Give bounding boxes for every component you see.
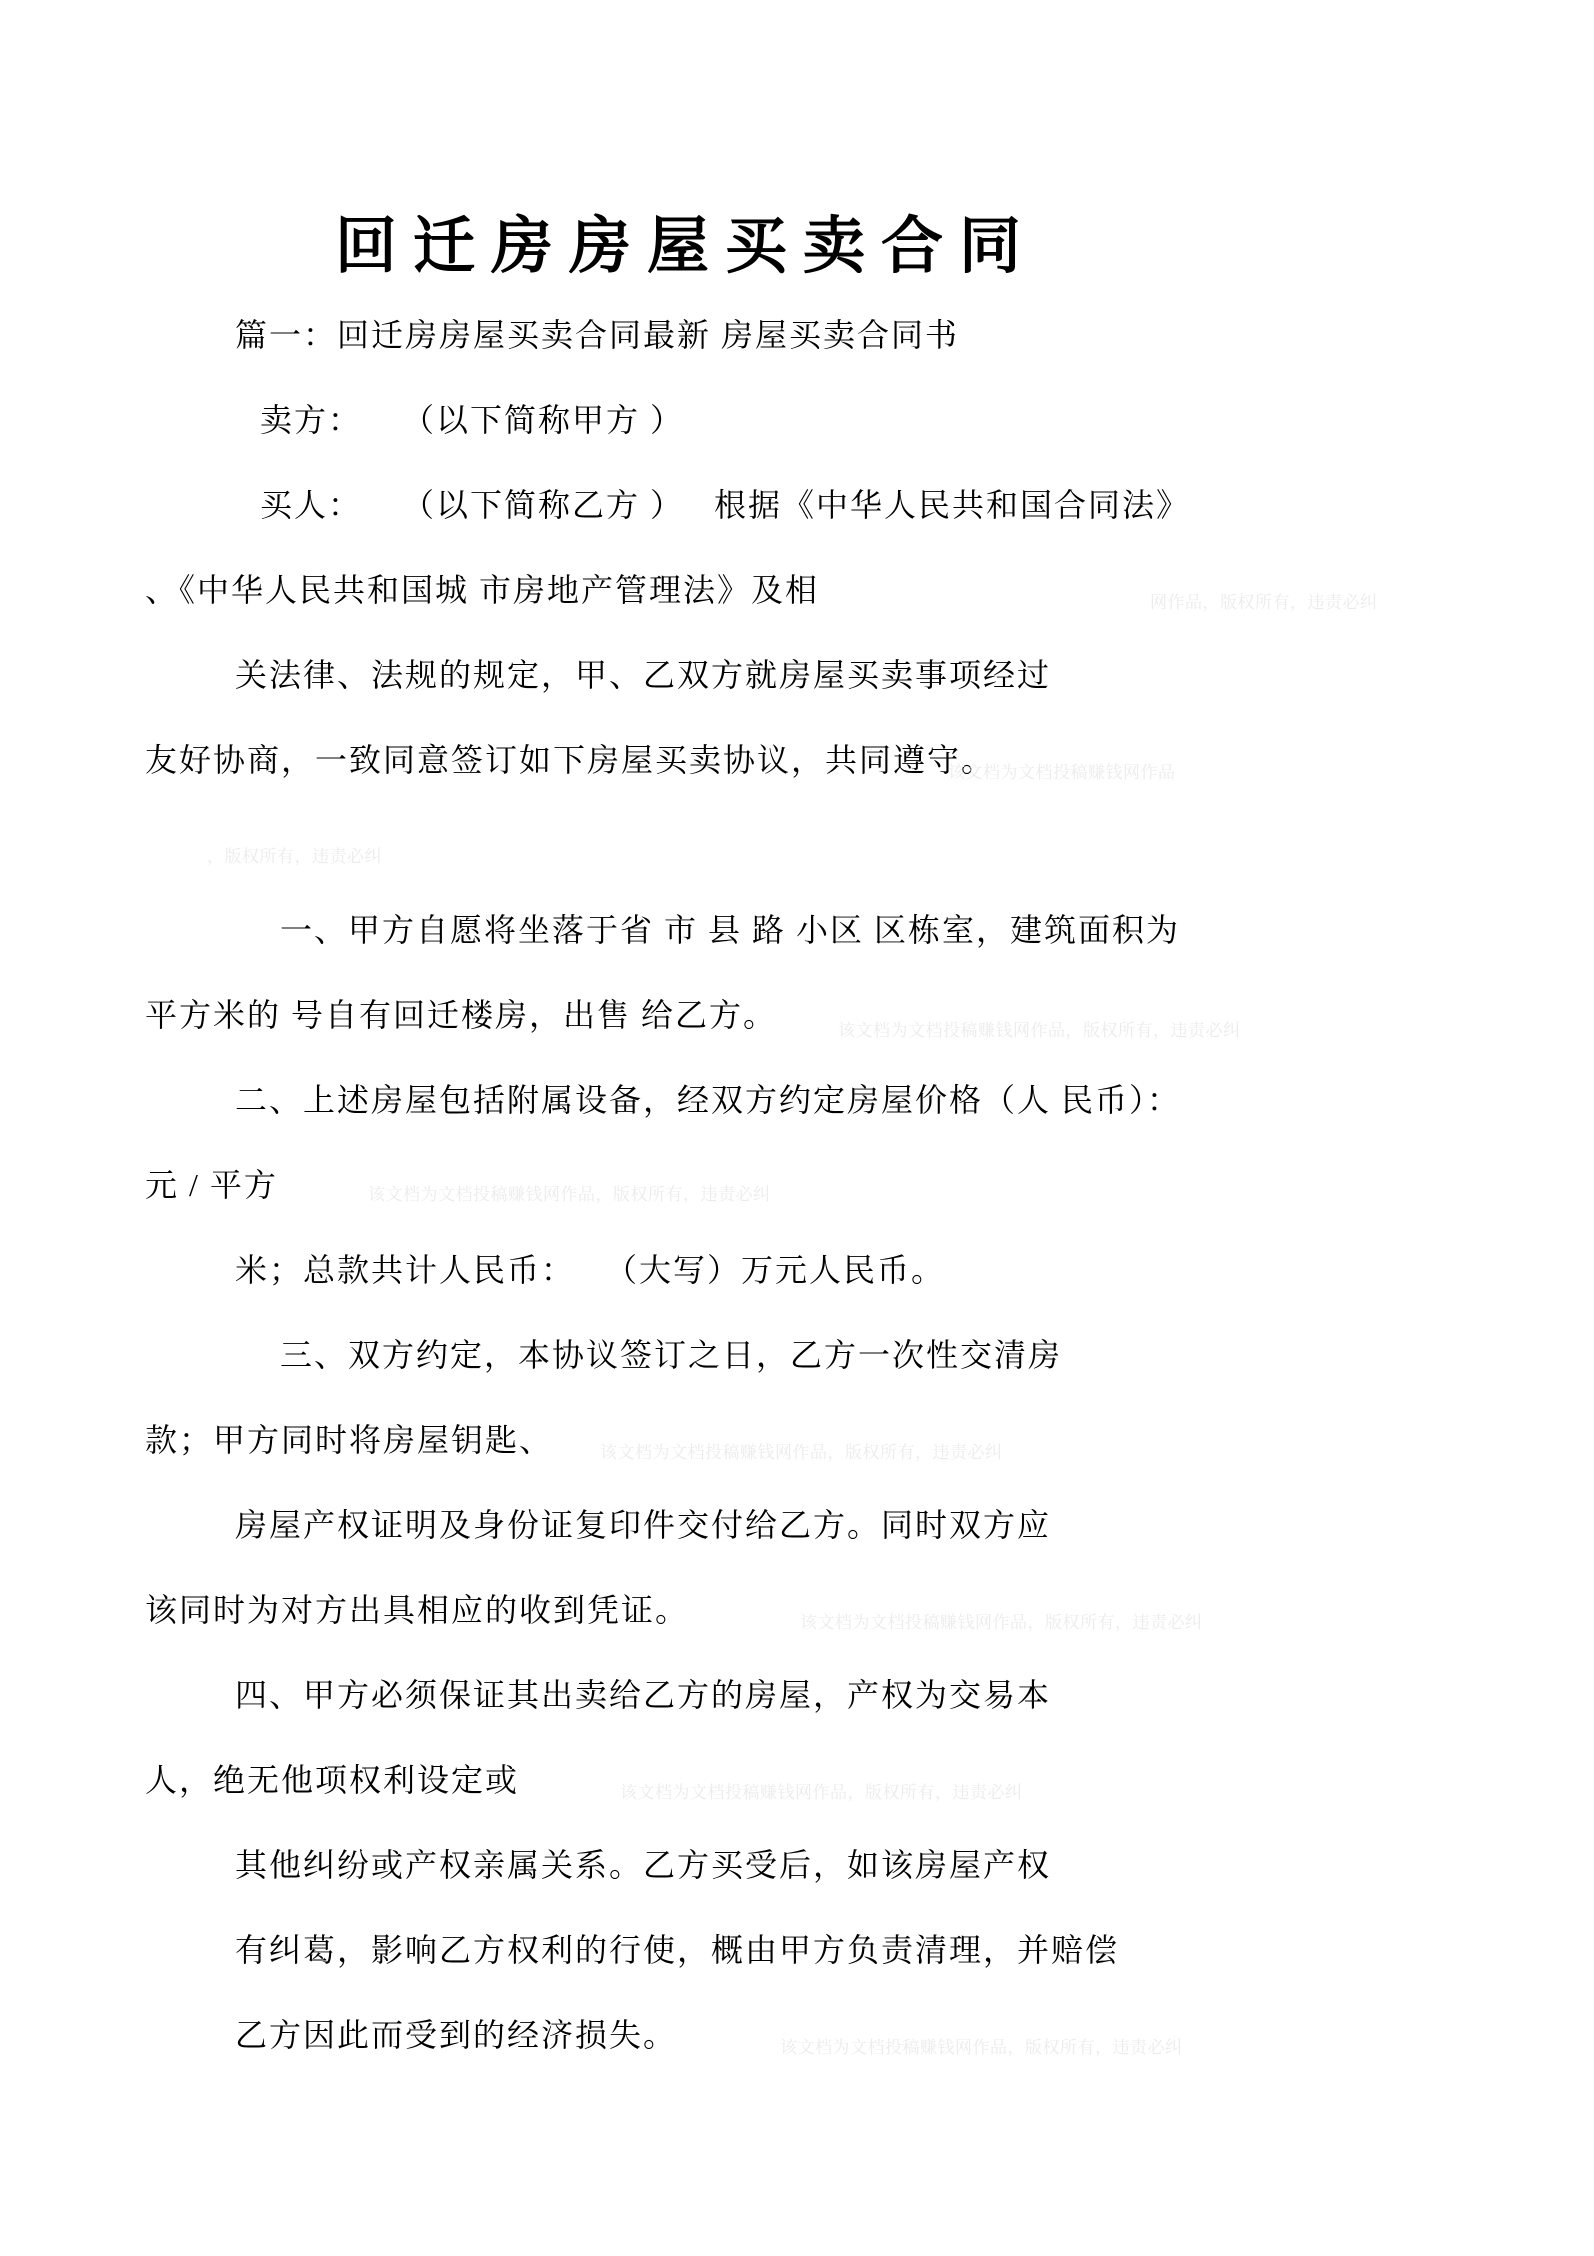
paragraph-line-buyer: 买人： （以下简称乙方 ） 根据《中华人民共和国合同法》 — [260, 487, 1191, 523]
paragraph-line: 关法律、法规的规定，甲、乙双方就房屋买卖事项经过 — [235, 657, 1052, 693]
paragraph-line: 款；甲方同时将房屋钥匙、 — [145, 1422, 554, 1458]
watermark-text: 该文档为文档投稿赚钱网作品，版权所有，违责必纠 — [780, 2038, 1183, 2057]
paragraph-line-clause-2: 二、上述房屋包括附属设备，经双方约定房屋价格（人 民币）： — [235, 1082, 1182, 1118]
paragraph-line: 乙方因此而受到的经济损失。 — [235, 2017, 678, 2053]
watermark-text: 该文档为文档投稿赚钱网作品 — [948, 763, 1176, 782]
paragraph-line: 人，绝无他项权利设定或 — [145, 1762, 520, 1798]
paragraph-line-seller: 卖方： （以下简称甲方 ） — [260, 402, 685, 438]
watermark-text: 该文档为文档投稿赚钱网作品，版权所有，违责必纠 — [800, 1613, 1203, 1632]
watermark-text: 该文档为文档投稿赚钱网作品，版权所有，违责必纠 — [600, 1443, 1003, 1462]
paragraph-line: 元 / 平方 — [145, 1167, 278, 1203]
paragraph-line-clause-4: 四、甲方必须保证其出卖给乙方的房屋，产权为交易本 — [235, 1677, 1052, 1713]
paragraph-line: 米；总款共计人民币： （大写）万元人民币。 — [235, 1252, 946, 1288]
document-title: 回迁房房屋买卖合同 — [335, 213, 1038, 281]
paragraph-line: 、《中华人民共和国城 市房地产管理法》及相 — [145, 572, 820, 608]
paragraph-line: 友好协商，一致同意签订如下房屋买卖协议，共同遵守。 — [145, 742, 996, 778]
paragraph-line-intro: 篇一：回迁房房屋买卖合同最新 房屋买卖合同书 — [235, 317, 960, 353]
paragraph-line: 有纠葛，影响乙方权利的行使，概由甲方负责清理，并赔偿 — [235, 1932, 1120, 1968]
watermark-text: 该文档为文档投稿赚钱网作品，版权所有，违责必纠 — [368, 1185, 771, 1204]
watermark-text: 网作品，版权所有，违责必纠 — [1150, 593, 1378, 612]
watermark-text: 该文档为文档投稿赚钱网作品，版权所有，违责必纠 — [620, 1783, 1023, 1802]
paragraph-line-clause-3: 三、双方约定，本协议签订之日，乙方一次性交清房 — [280, 1337, 1063, 1373]
paragraph-line: 平方米的 号自有回迁楼房，出售 给乙方。 — [145, 997, 778, 1033]
watermark-text: 该文档为文档投稿赚钱网作品，版权所有，违责必纠 — [838, 1021, 1241, 1040]
paragraph-line: 该同时为对方出具相应的收到凭证。 — [145, 1592, 690, 1628]
paragraph-line-clause-1: 一、甲方自愿将坐落于省 市 县 路 小区 区栋室，建筑面积为 — [280, 912, 1181, 948]
paragraph-line: 房屋产权证明及身份证复印件交付给乙方。同时双方应 — [235, 1507, 1052, 1543]
watermark-text: ，版权所有，违责必纠 — [207, 847, 382, 866]
paragraph-line: 其他纠纷或产权亲属关系。乙方买受后，如该房屋产权 — [235, 1847, 1052, 1883]
